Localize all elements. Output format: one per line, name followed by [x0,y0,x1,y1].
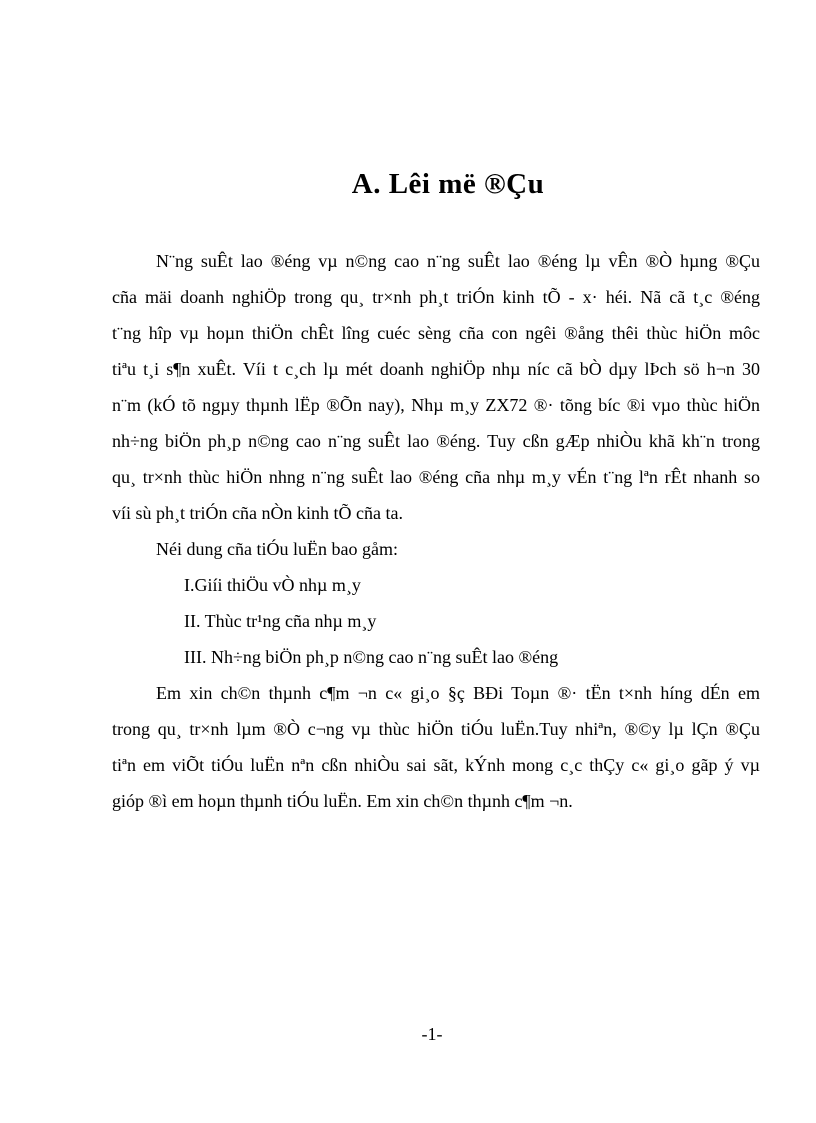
contents-item: II. Thùc tr¹ng cña nhµ m¸y [184,611,377,631]
paragraph-1-line: cña mäi doanh nghiÖp trong qu¸ tr×nh ph¸t triÓn kinh tÕ - x· héi. Nã cã t¸c ®éng [112,287,760,307]
paragraph-1-line: nh÷ng biÖn ph¸p n©ng cao n¨ng suÊt lao ®éng. Tuy cßn gÆp nhiÒu khã kh¨n trong [112,431,760,451]
paragraph-1-line: qu¸ tr×nh thùc hiÖn nhng n¨ng suÊt lao ®éng cña nhµ m¸y vÉn t¨ng lªn rÊt nhanh so [112,467,760,487]
paragraph-1-line: víi sù ph¸t triÓn cña nÒn kinh tÕ cña ta. [112,503,403,523]
contents-item: III. Nh÷ng biÖn ph¸p n©ng cao n¨ng suÊt lao ®éng [184,647,559,667]
page-title: A. Lêi më ®Çu [351,168,545,200]
paragraph-1-line: n¨m (kÓ tõ ngµy thµnh lËp ®Õn nay), Nhµ m¸y ZX72 ®· tõng bíc ®i vµo thùc hiÖn [112,395,760,415]
paragraph-1-line: t¨ng hîp vµ hoµn thiÖn chÊt lîng cuéc sèng cña con ngêi ®ång thêi thùc hiÖn môc [112,323,760,343]
paragraph-1-line: N¨ng suÊt lao ®éng vµ n©ng cao n¨ng suÊt lao ®éng lµ vÊn ®Ò hµng ®Çu [156,251,760,271]
paragraph-2-line: tiªn em viÕt tiÓu luËn nªn cßn nhiÒu sai sãt, kÝnh mong c¸c thÇy c« gi¸o gãp ý vµ [112,755,760,775]
paragraph-1-line: tiªu t¸i s¶n xuÊt. Víi t c¸ch lµ mét doanh nghiÖp nhµ níc cã bÒ dµy lÞch sö h¬n 30 [112,359,760,379]
page-number: -1- [421,1024,443,1044]
paragraph-2-line: Em xin ch©n thµnh c¶m ¬n c« gi¸o §ç BÐi Toµn ®· tËn t×nh híng dÉn em [156,683,760,703]
contents-item: I.Giíi thiÖu vÒ nhµ m¸y [184,575,361,595]
contents-intro: Néi dung cña tiÓu luËn bao gåm: [156,539,398,559]
paragraph-2-line: trong qu¸ tr×nh lµm ®Ò c¬ng vµ thùc hiÖn tiÓu luËn.Tuy nhiªn, ®©y lµ lÇn ®Çu [112,719,760,739]
paragraph-2-line: gióp ®ì em hoµn thµnh tiÓu luËn. Em xin ch©n thµnh c¶m ¬n. [112,791,573,811]
